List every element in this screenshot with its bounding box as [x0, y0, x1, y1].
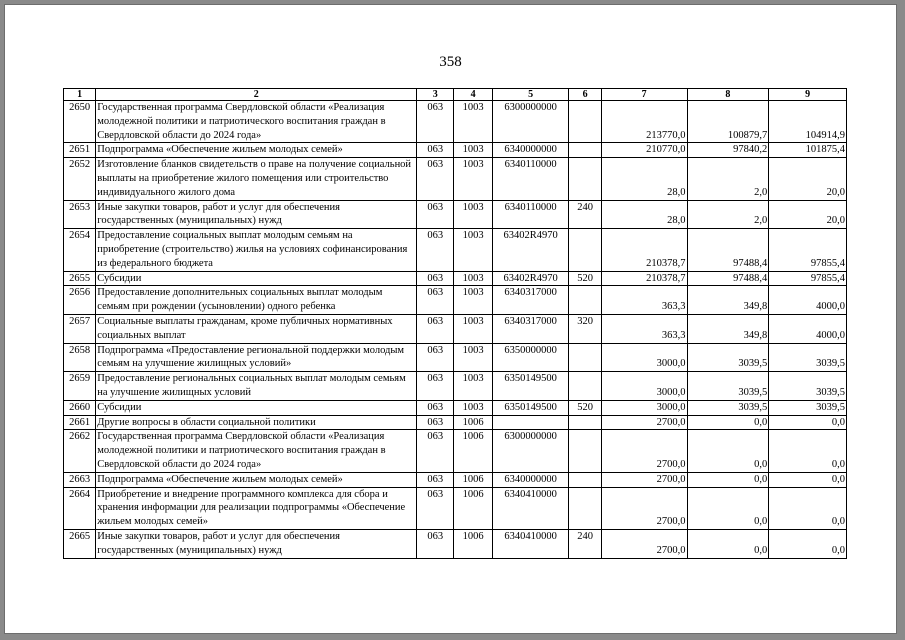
row-number-cell: 2664: [64, 487, 96, 529]
admin-code-cell: 063: [417, 314, 454, 343]
row-description-cell: Подпрограмма «Обеспечение жильем молодых семей»: [96, 143, 417, 158]
amount-col8-cell: 0,0: [687, 415, 769, 430]
table-row: [64, 472, 847, 487]
row-description-cell: Государственная программа Свердловской области «Реализация молодежной политики и патриотического воспитания граждан в Свердловской области до 2024 года»: [96, 101, 417, 143]
admin-code-cell: 063: [417, 158, 454, 200]
table-row: [64, 271, 847, 286]
admin-code-cell: 063: [417, 343, 454, 372]
expense-type-cell: [569, 229, 601, 271]
admin-code-cell: 063: [417, 229, 454, 271]
table-row: [64, 529, 847, 558]
admin-code-cell: 063: [417, 143, 454, 158]
row-description-cell: Иные закупки товаров, работ и услуг для обеспечения государственных (муниципальных) нужд: [96, 200, 417, 229]
row-description-cell: Субсидии: [96, 400, 417, 415]
amount-col9-cell: 20,0: [769, 200, 847, 229]
section-code-cell: 1003: [454, 314, 492, 343]
admin-code-cell: 063: [417, 529, 454, 558]
amount-col9-cell: 0,0: [769, 529, 847, 558]
amount-col7-cell: 2700,0: [601, 430, 687, 472]
amount-col7-cell: 210378,7: [601, 229, 687, 271]
target-code-cell: 6340410000: [492, 529, 569, 558]
amount-col7-cell: 363,3: [601, 314, 687, 343]
header-cell: 4: [454, 89, 492, 101]
row-number-cell: 2650: [64, 101, 96, 143]
target-code-cell: 6350000000: [492, 343, 569, 372]
amount-col7-cell: 210378,7: [601, 271, 687, 286]
amount-col7-cell: 28,0: [601, 158, 687, 200]
row-number-cell: 2661: [64, 415, 96, 430]
table-row: [64, 158, 847, 200]
target-code-cell: 63402R4970: [492, 229, 569, 271]
row-number-cell: 2656: [64, 286, 96, 315]
expense-type-cell: [569, 286, 601, 315]
table-row: [64, 200, 847, 229]
section-code-cell: 1003: [454, 400, 492, 415]
expense-type-cell: [569, 158, 601, 200]
table-row: [64, 229, 847, 271]
row-description-cell: Иные закупки товаров, работ и услуг для обеспечения государственных (муниципальных) нужд: [96, 529, 417, 558]
target-code-cell: 63402R4970: [492, 271, 569, 286]
expense-type-cell: 320: [569, 314, 601, 343]
amount-col9-cell: 3039,5: [769, 372, 847, 401]
section-code-cell: 1006: [454, 415, 492, 430]
admin-code-cell: 063: [417, 472, 454, 487]
target-code-cell: 6340317000: [492, 286, 569, 315]
amount-col8-cell: 3039,5: [687, 400, 769, 415]
target-code-cell: 6300000000: [492, 430, 569, 472]
expense-type-cell: 240: [569, 529, 601, 558]
expense-type-cell: [569, 487, 601, 529]
header-cell: 2: [96, 89, 417, 101]
admin-code-cell: 063: [417, 400, 454, 415]
section-code-cell: 1006: [454, 487, 492, 529]
expense-type-cell: 240: [569, 200, 601, 229]
row-number-cell: 2663: [64, 472, 96, 487]
admin-code-cell: 063: [417, 286, 454, 315]
amount-col7-cell: 3000,0: [601, 343, 687, 372]
table-row: [64, 101, 847, 143]
target-code-cell: 6340317000: [492, 314, 569, 343]
table-row: [64, 372, 847, 401]
table-row: [64, 430, 847, 472]
header-cell: 8: [687, 89, 769, 101]
table-row: [64, 400, 847, 415]
target-code-cell: 6340000000: [492, 143, 569, 158]
expense-type-cell: [569, 372, 601, 401]
amount-col7-cell: 2700,0: [601, 487, 687, 529]
section-code-cell: 1003: [454, 229, 492, 271]
amount-col9-cell: 4000,0: [769, 314, 847, 343]
table-row: [64, 143, 847, 158]
row-description-cell: Подпрограмма «Обеспечение жильем молодых семей»: [96, 472, 417, 487]
amount-col8-cell: 3039,5: [687, 343, 769, 372]
row-description-cell: Предоставление социальных выплат молодым семьям на приобретение (строительство) жилья на условиях софинансирования из федерального бюджета: [96, 229, 417, 271]
target-code-cell: 6340110000: [492, 200, 569, 229]
target-code-cell: [492, 415, 569, 430]
page-number: 358: [439, 54, 462, 70]
admin-code-cell: 063: [417, 415, 454, 430]
row-description-cell: Государственная программа Свердловской области «Реализация молодежной политики и патриотического воспитания граждан в Свердловской области до 2024 года»: [96, 430, 417, 472]
row-number-cell: 2665: [64, 529, 96, 558]
expense-type-cell: [569, 143, 601, 158]
amount-col8-cell: 97488,4: [687, 271, 769, 286]
header-row: [64, 89, 847, 101]
amount-col8-cell: 97840,2: [687, 143, 769, 158]
amount-col9-cell: 4000,0: [769, 286, 847, 315]
section-code-cell: 1003: [454, 372, 492, 401]
amount-col7-cell: 2700,0: [601, 529, 687, 558]
table-row: [64, 286, 847, 315]
budget-table: [63, 88, 847, 559]
row-description-cell: Предоставление региональных социальных выплат молодым семьям на улучшение жилищных условий: [96, 372, 417, 401]
section-code-cell: 1003: [454, 158, 492, 200]
row-description-cell: Предоставление дополнительных социальных выплат молодым семьям при рождении (усыновлении) одного ребенка: [96, 286, 417, 315]
amount-col9-cell: 3039,5: [769, 343, 847, 372]
expense-type-cell: [569, 101, 601, 143]
header-cell: 6: [569, 89, 601, 101]
amount-col7-cell: 213770,0: [601, 101, 687, 143]
admin-code-cell: 063: [417, 101, 454, 143]
amount-col9-cell: 0,0: [769, 430, 847, 472]
amount-col9-cell: 97855,4: [769, 229, 847, 271]
amount-col9-cell: 0,0: [769, 487, 847, 529]
amount-col8-cell: 100879,7: [687, 101, 769, 143]
amount-col8-cell: 3039,5: [687, 372, 769, 401]
expense-type-cell: 520: [569, 400, 601, 415]
table-row: [64, 343, 847, 372]
admin-code-cell: 063: [417, 430, 454, 472]
row-description-cell: Приобретение и внедрение программного комплекса для сбора и хранения информации для реализации подпрограммы «Обеспечение жильем молодых семей»: [96, 487, 417, 529]
amount-col8-cell: 0,0: [687, 529, 769, 558]
section-code-cell: 1003: [454, 286, 492, 315]
expense-type-cell: [569, 430, 601, 472]
header-cell: 7: [601, 89, 687, 101]
admin-code-cell: 063: [417, 200, 454, 229]
amount-col8-cell: 2,0: [687, 200, 769, 229]
expense-type-cell: 520: [569, 271, 601, 286]
amount-col8-cell: 349,8: [687, 286, 769, 315]
row-description-cell: Социальные выплаты гражданам, кроме публичных нормативных социальных выплат: [96, 314, 417, 343]
row-number-cell: 2655: [64, 271, 96, 286]
amount-col9-cell: 97855,4: [769, 271, 847, 286]
section-code-cell: 1003: [454, 200, 492, 229]
amount-col9-cell: 20,0: [769, 158, 847, 200]
amount-col7-cell: 2700,0: [601, 415, 687, 430]
target-code-cell: 6340000000: [492, 472, 569, 487]
table-row: [64, 314, 847, 343]
amount-col8-cell: 97488,4: [687, 229, 769, 271]
amount-col7-cell: 28,0: [601, 200, 687, 229]
expense-type-cell: [569, 415, 601, 430]
section-code-cell: 1003: [454, 143, 492, 158]
section-code-cell: 1006: [454, 529, 492, 558]
header-cell: 1: [64, 89, 96, 101]
amount-col7-cell: 210770,0: [601, 143, 687, 158]
row-number-cell: 2660: [64, 400, 96, 415]
expense-type-cell: [569, 343, 601, 372]
amount-col8-cell: 349,8: [687, 314, 769, 343]
header-cell: 5: [492, 89, 569, 101]
amount-col7-cell: 3000,0: [601, 372, 687, 401]
amount-col7-cell: 363,3: [601, 286, 687, 315]
section-code-cell: 1003: [454, 343, 492, 372]
target-code-cell: 6340410000: [492, 487, 569, 529]
row-description-cell: Подпрограмма «Предоставление региональной поддержки молодым семьям на улучшение жилищных условий»: [96, 343, 417, 372]
document-page: [4, 4, 897, 634]
amount-col8-cell: 2,0: [687, 158, 769, 200]
target-code-cell: 6350149500: [492, 400, 569, 415]
amount-col9-cell: 104914,9: [769, 101, 847, 143]
row-number-cell: 2654: [64, 229, 96, 271]
row-number-cell: 2652: [64, 158, 96, 200]
row-description-cell: Субсидии: [96, 271, 417, 286]
target-code-cell: 6340110000: [492, 158, 569, 200]
amount-col8-cell: 0,0: [687, 472, 769, 487]
row-number-cell: 2651: [64, 143, 96, 158]
row-description-cell: Другие вопросы в области социальной политики: [96, 415, 417, 430]
amount-col9-cell: 0,0: [769, 415, 847, 430]
section-code-cell: 1003: [454, 271, 492, 286]
header-cell: 3: [417, 89, 454, 101]
row-number-cell: 2657: [64, 314, 96, 343]
amount-col7-cell: 2700,0: [601, 472, 687, 487]
amount-col9-cell: 3039,5: [769, 400, 847, 415]
section-code-cell: 1003: [454, 101, 492, 143]
amount-col9-cell: 0,0: [769, 472, 847, 487]
row-description-cell: Изготовление бланков свидетельств о праве на получение социальной выплаты на приобретение жилого помещения или строительство индивидуального жилого дома: [96, 158, 417, 200]
admin-code-cell: 063: [417, 271, 454, 286]
table-row: [64, 415, 847, 430]
section-code-cell: 1006: [454, 430, 492, 472]
amount-col7-cell: 3000,0: [601, 400, 687, 415]
table-row: [64, 487, 847, 529]
target-code-cell: 6350149500: [492, 372, 569, 401]
row-number-cell: 2653: [64, 200, 96, 229]
amount-col8-cell: 0,0: [687, 487, 769, 529]
header-cell: 9: [769, 89, 847, 101]
target-code-cell: 6300000000: [492, 101, 569, 143]
admin-code-cell: 063: [417, 372, 454, 401]
expense-type-cell: [569, 472, 601, 487]
row-number-cell: 2659: [64, 372, 96, 401]
row-number-cell: 2658: [64, 343, 96, 372]
row-number-cell: 2662: [64, 430, 96, 472]
amount-col8-cell: 0,0: [687, 430, 769, 472]
amount-col9-cell: 101875,4: [769, 143, 847, 158]
admin-code-cell: 063: [417, 487, 454, 529]
section-code-cell: 1006: [454, 472, 492, 487]
